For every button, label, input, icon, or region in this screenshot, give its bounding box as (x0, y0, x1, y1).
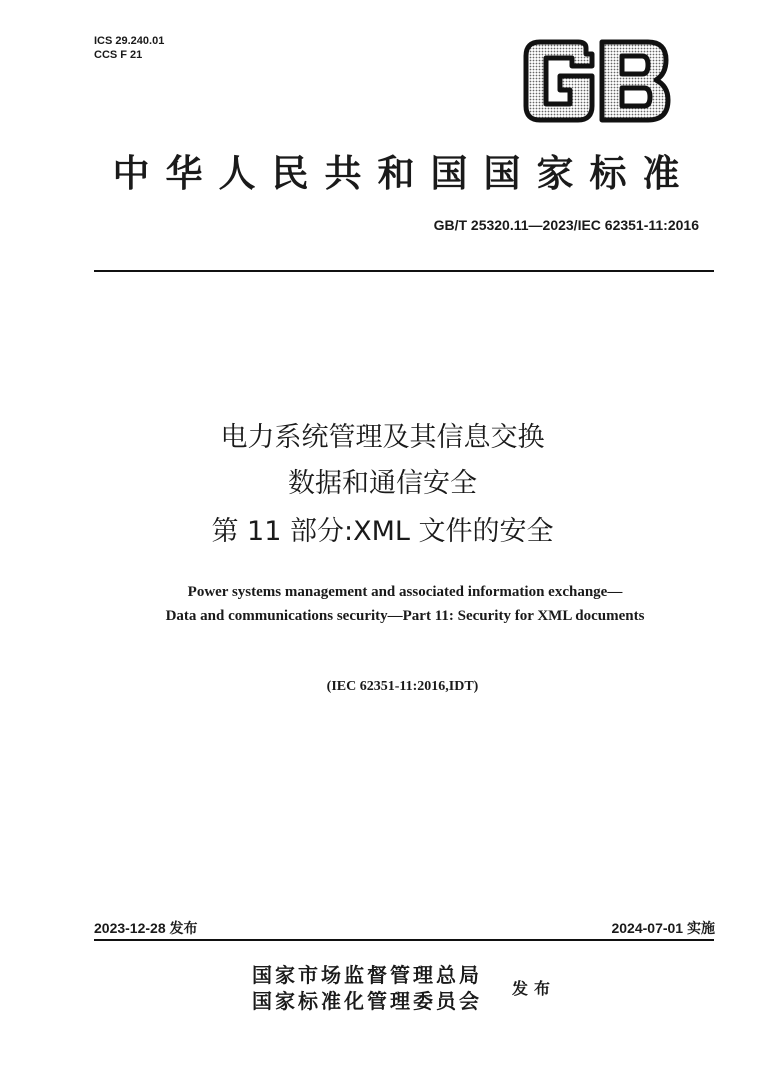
gb-logo (520, 38, 672, 124)
adoption-note: (IEC 62351-11:2016,IDT) (326, 679, 479, 694)
header-divider (94, 270, 714, 272)
title-cn-line1: 电力系统管理及其信息交换 (220, 422, 545, 453)
footer-divider (94, 939, 714, 941)
ics-code: ICS 29.240.01 (94, 35, 165, 47)
issuer-samr: 国家市场监督管理总局 (252, 963, 482, 987)
ccs-code: CCS F 21 (94, 49, 143, 61)
title-en-line1: Power systems management and associated information exchange— (187, 584, 623, 600)
national-standard-title: 中华人民共和国国家标准 (112, 151, 696, 195)
title-cn-line3: 第 11 部分:XML 文件的安全 (211, 516, 554, 547)
title-cn-line2: 数据和通信安全 (288, 468, 477, 499)
implement-date: 2024-07-01 实施 (611, 920, 715, 936)
classification-codes (94, 34, 164, 62)
issuer-sac: 国家标准化管理委员会 (252, 989, 482, 1013)
title-en-line2: Data and communications security—Part 11: Security for XML documents (165, 608, 645, 624)
standard-code: GB/T 25320.11—2023/IEC 62351-11:2016 (433, 217, 699, 233)
publish-label: 发布 (512, 979, 557, 998)
issue-date: 2023-12-28 发布 (94, 920, 198, 936)
